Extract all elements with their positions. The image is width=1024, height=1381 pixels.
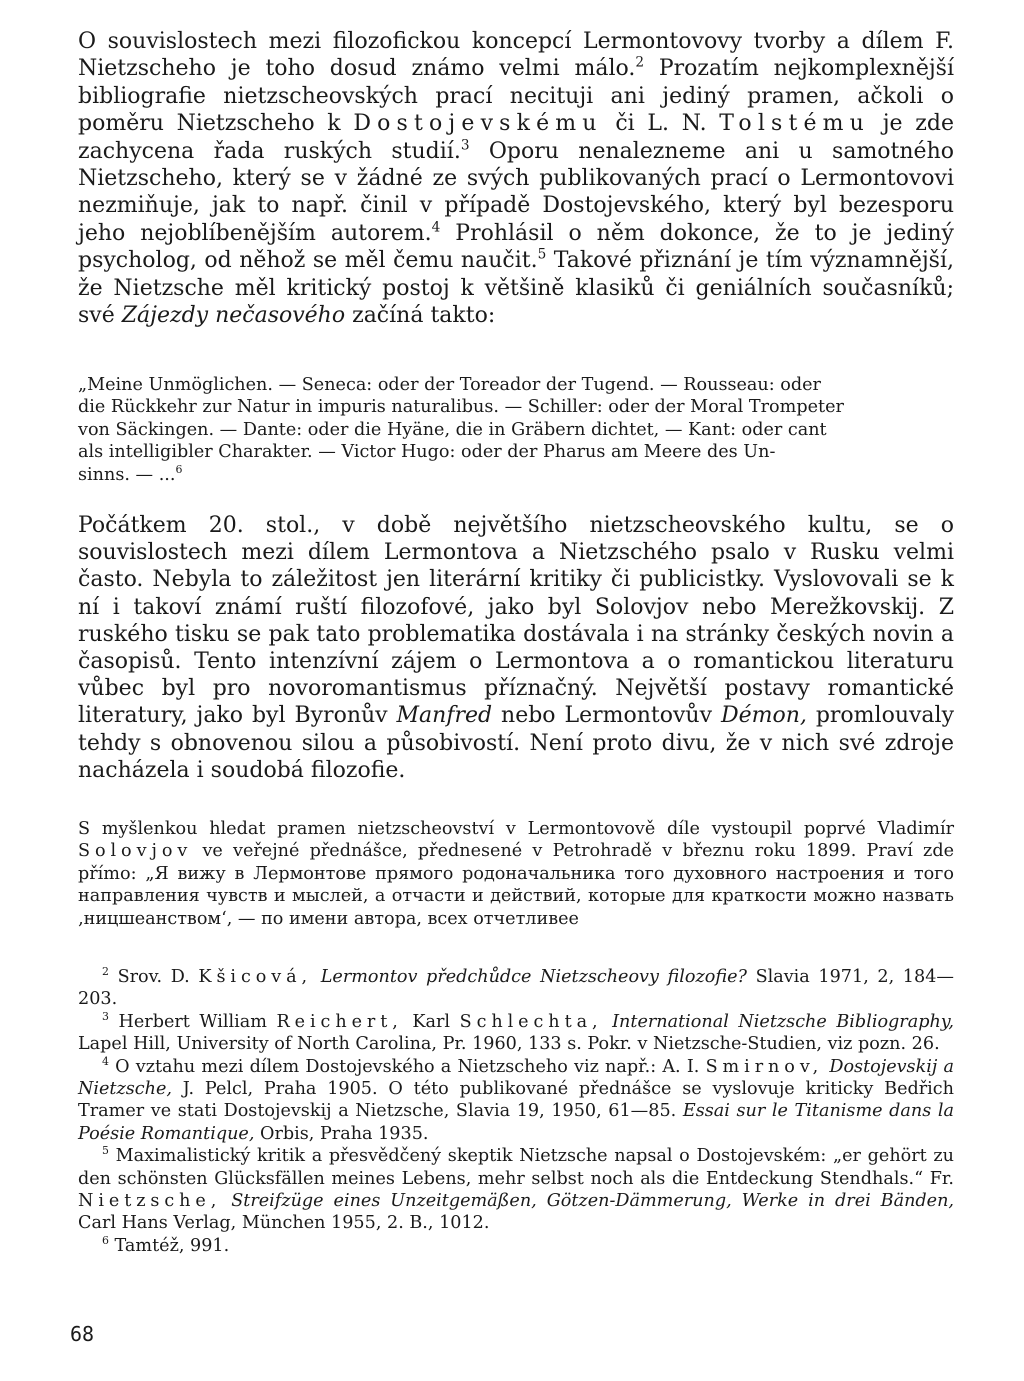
footnote-number: 5 xyxy=(102,1144,109,1158)
paragraph-solovjov xyxy=(78,818,954,930)
text: S myšlenkou hledat pramen nietzscheovství v Lermontovově díle vystoupil poprvé Vladimír xyxy=(78,819,954,839)
spaced-name: Smirnov, xyxy=(705,1056,824,1077)
footnote-number: 4 xyxy=(102,1054,109,1068)
footnote-ref[interactable]: 4 xyxy=(431,219,441,236)
footnote-3 xyxy=(78,1011,954,1056)
spaced-name: Solovjov xyxy=(78,841,193,862)
text: ve veřejné přednášce, přednesené v Petrohradě v březnu roku 1899. Praví zde přímo: „Я вижу в Лермонтове прямого родоначальника того духовного настроения и того направления чувств и мыслей, а отчасти и действий, которые для краткости можно назвать ‚ницшеанством‘, — по имени автора, всех отчетливее xyxy=(78,841,954,929)
footnote-ref[interactable]: 6 xyxy=(175,462,183,476)
spaced-name: Dostojevskému xyxy=(353,111,603,137)
spaced-name: Kšicová, xyxy=(198,967,313,987)
text: J. Pelcl, Praha 1905. O této publikované přednášce se vyslovuje kriticky Bedřich Tramer ve stati Dostojevskij a Nietzsche, Slavia 19, 1950, 61—85. xyxy=(78,1079,954,1122)
block-quote xyxy=(78,374,954,486)
spaced-name: Tolstému xyxy=(719,111,871,137)
work-title: Essai sur le Titanisme dans la Poésie Romantique, xyxy=(78,1101,954,1144)
footnote-number: 3 xyxy=(102,1009,109,1023)
work-title: International Nietzsche Bibliography, xyxy=(612,1011,954,1032)
text: O souvislostech mezi filozofickou koncepcí Lermontovovy tvorby a dílem F. Nietzscheho je toho dosud známo velmi málo. xyxy=(78,29,954,82)
text: Herbert William xyxy=(108,1011,277,1032)
text: Carl Hans Verlag, München 1955, 2. B., 1012. xyxy=(78,1213,490,1234)
quote-line: die Rückkehr zur Natur in impuris naturalibus. — Schiller: oder der Moral Trompeter xyxy=(78,397,844,418)
paragraph-intro xyxy=(78,28,954,329)
quote-line: von Säckingen. — Dante: oder die Hyäne, die in Gräbern dichtet, — Kant: oder cant xyxy=(78,419,827,440)
text: Prozatím nejkomplexnější bibliografie nietzscheovských prací necituji ani jediný pramen, ačkoli o poměru Nietzscheho k xyxy=(78,56,955,137)
spaced-name: Schlechta, xyxy=(459,1011,603,1032)
work-title: Manfred xyxy=(396,703,493,729)
work-title: Götzen-Dämmerung, Werke in drei Bänden, xyxy=(546,1191,955,1212)
footnotes xyxy=(78,966,954,1257)
footnote-4 xyxy=(78,1056,954,1146)
footnote-ref[interactable]: 3 xyxy=(460,137,470,154)
text: Maximalistický kritik a přesvědčený skeptik Nietzsche napsal o Dostojevském: „er gehört zu den schönsten Glücksfällen meines Lebens, mehr selbst noch als die Entdeckung Stendhals.“ Fr. xyxy=(78,1146,954,1189)
text: Takové přiznání je tím významnější, že Nietzsche měl kritický postoj k většině klasiků či geniálních současníků; své xyxy=(78,248,954,329)
footnote-ref[interactable]: 5 xyxy=(537,246,547,263)
work-title: Dostojevskij a Nietzsche, xyxy=(78,1056,954,1100)
quote-line: als intelligibler Charakter. — Victor Hugo: oder der Pharus am Meere des Un- xyxy=(78,442,776,463)
work-title: Lermontov předchůdce Nietzscheovy filozofie? xyxy=(320,967,747,987)
text: či L. N. xyxy=(602,111,720,137)
text: Tamtéž, 991. xyxy=(108,1235,230,1256)
work-title: Démon, xyxy=(720,703,807,729)
footnote-number: 6 xyxy=(102,1234,109,1248)
text: Lapel Hill, University of North Carolina, Pr. 1960, 133 s. Pokr. v Nietzsche-Studien, viz pozn. 26. xyxy=(78,1034,940,1055)
spaced-name: Reichert, xyxy=(276,1011,403,1032)
quote-line: „Meine Unmöglichen. — Seneca: oder der Toreador der Tugend. — Rousseau: oder xyxy=(78,375,821,395)
text: Prohlásil o něm dokonce, že to je jediný psycholog, od něhož se měl čemu naučit. xyxy=(78,220,954,274)
quote-line-last xyxy=(78,464,954,486)
text: Orbis, Praha 1935. xyxy=(254,1123,429,1144)
footnote-2 xyxy=(78,966,954,1011)
text: nebo Lermontovův xyxy=(492,703,721,729)
text: Počátkem 20. stol., v době největšího nietzscheovského kultu, se o souvislostech mezi dílem Lermontova a Nietzschého psalo v Rusku velmi často. Nebyla to záležitost jen literární kritiky či publicistky. Vyslovovali se k ní i takoví známí ruští filozofové, jako byl Solovjov nebo Merežkovskij. Z ruského tisku se pak tato problematika dostávala i na stránky českých novin a časopisů. Tento intenzívní zájem o Lermontova a o romantickou literaturu vůbec byl pro novoromantismus příznačný. Největší postavy romantické literatury, jako byl Byronův xyxy=(78,513,954,729)
text: Srov. D. xyxy=(108,967,199,987)
text: promlouvaly tehdy s obnovenou silou a působivostí. Není proto divu, že v nich své zdroje nacházela i soudobá filozofie. xyxy=(78,703,954,783)
paragraph-context xyxy=(78,512,954,784)
footnote-5 xyxy=(78,1145,954,1235)
footnote-number: 2 xyxy=(102,965,109,979)
work-title: Streifzüge eines Unzeitgemäßen, xyxy=(231,1191,537,1212)
footnote-6 xyxy=(78,1235,954,1257)
text: Slavia 1971, 2, 184—203. xyxy=(78,967,954,1010)
page-number: 68 xyxy=(70,1322,95,1346)
footnote-ref[interactable]: 2 xyxy=(635,55,645,72)
text: sinns. — ... xyxy=(78,464,176,485)
spaced-name: Nietzsche, xyxy=(78,1191,222,1212)
text: Karl xyxy=(402,1011,460,1032)
work-title: Zájezdy nečasového xyxy=(121,303,346,329)
text: Oporu nenalezneme ani u samotného Nietzscheho, který se v žádné ze svých publikovaných prací o Lermontovovi nezmiňuje, jak to např. činil v případě Dostojevského, který byl bezesporu jeho nejoblíbenějším autorem. xyxy=(78,138,954,246)
text: O vztahu mezi dílem Dostojevského a Nietzscheho viz např.: A. I. xyxy=(108,1056,706,1077)
text: začíná takto: xyxy=(345,303,496,329)
text: je zde zachycena řada ruských studií. xyxy=(78,111,954,164)
